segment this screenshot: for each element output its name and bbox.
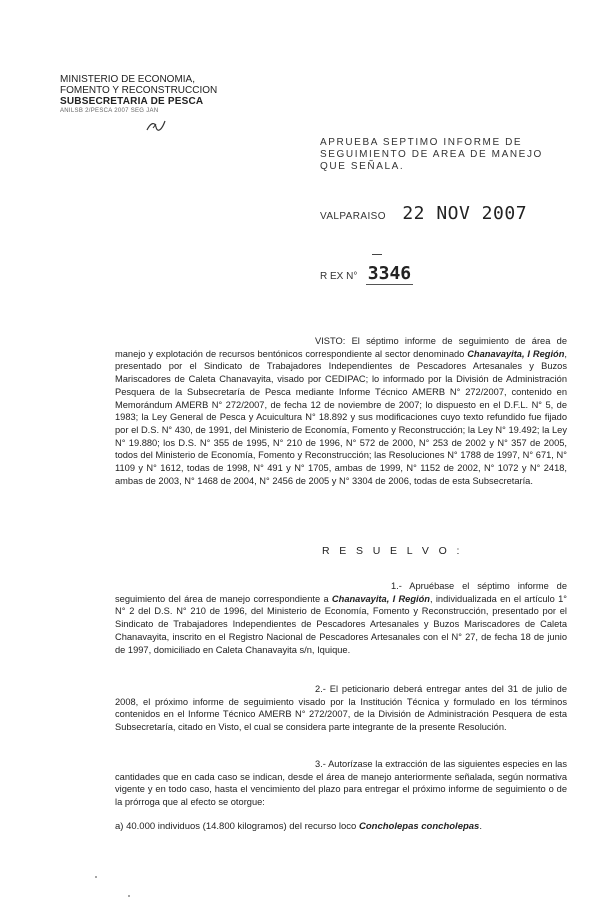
resolution-article-1 [115, 580, 567, 656]
dash-mark [372, 254, 382, 255]
initials-mark [145, 118, 167, 134]
subsecretaria-line: SUBSECRETARIA DE PESCA [60, 96, 204, 107]
visto-text-b: , presentado por el Sindicato de Trabajadores Independientes de Pescadores Artesanales y Buzos Mariscadores de Caleta Chanavayita, visado por CEDIPAC; lo informado por la División de Administración Pesquera de la Subsecretaría de Pesca mediante Informe Técnico AMERB N° 272/2007, contenido en Memorándum AMERB N° 272/2007, de fecha 12 de noviembre de 2007; lo dispuesto en el D.F.L. N° 5, de 1983; la Ley General de Pesca y Acuicultura N° 18.892 y sus modificaciones cuyo texto refundido fue fijado por el D.S. N° 430, de 1991, del Ministerio de Economía, Fomento y Reconstrucción; la Ley N° 19.492; la Ley N° 19.880; los D.S. N° 355 de 1995, N° 210 de 1996, N° 572 de 2000, N° 253 de 2002 y N° 357 de 2005, todos del Ministerio de Economía, Fomento y Reconstrucción; las Resoluciones N° 1788 de 1997, N° 671, N° 1109 y N° 1612, todas de 1998, N° 491 y N° 1705, ambas de 1999, N° 1152 de 2002, N° 1072 y N° 2418, ambas de 2003, N° 1468 de 2004, N° 2456 de 2005 y N° 3304 de 2006, todas de esta Subsecretaría. [115, 348, 567, 486]
resolution-number: 3346 [367, 263, 412, 284]
item-a-species: Concholepas concholepas [358, 821, 480, 832]
date-stamp: 22 NOV 2007 [402, 203, 528, 224]
resolution-article-3 [115, 758, 567, 809]
subject-block: APRUEBA SEPTIMO INFORME DE SEGUIMIENTO DE AREA DE MANEJO QUE SEÑALA. [320, 137, 543, 172]
scan-speck [128, 895, 130, 897]
resolution-article-2 [115, 683, 567, 734]
article-3-text: Autorízase la extracción de las siguientes especies en las cantidades que en cada caso se indican, desde el área de manejo anteriormente señalada, según normativa vigente y en todo caso, hasta el vencimiento del plazo para entregar el próximo informe de seguimiento o de la prórroga que al efecto se otorgue: [115, 759, 567, 808]
resolution-label: R EX N° [320, 271, 358, 282]
visto-text-a: El séptimo informe de seguimiento de área de manejo y explotación de recursos bentónicos correspondiente al sector denominado [115, 336, 567, 359]
article-1-text-a: Apruébase el séptimo informe de seguimiento del área de manejo correspondiente a [115, 581, 567, 604]
article-2-number: 2.- [315, 684, 326, 694]
place-date-line [320, 203, 527, 224]
visto-paragraph [115, 335, 567, 487]
reference-line: ANILSB 2/PESCA 2007 SEG JAN [60, 108, 159, 114]
list-item-a [115, 821, 482, 832]
article-2-text: El peticionario deberá entregar antes del 31 de julio de 2008, el próximo informe de seguimiento visado por la Institución Técnica y formulado en los términos contenidos en el Informe Técnico AMERB N° 272/2007, de la División de Administración Pesquera de esta Subsecretaría, citado en Visto, el cual se considera parte integrante de la presente Resolución. [115, 684, 567, 733]
scan-speck [95, 876, 97, 878]
resuelvo-heading: R E S U E L V O : [322, 545, 463, 557]
visto-label: VISTO: [315, 336, 346, 346]
resolution-number-line [320, 263, 413, 284]
visto-sector: Chanavayita, I Región [467, 348, 565, 359]
place-label: VALPARAISO [320, 211, 386, 222]
ministry-line-2: FOMENTO Y RECONSTRUCCION [60, 85, 218, 96]
ministry-line-1: MINISTERIO DE ECONOMIA, [60, 74, 196, 85]
article-1-sector: Chanavayita, I Región [331, 593, 430, 604]
item-a-text: 40.000 individuos (14.800 kilogramos) del recurso loco [123, 821, 359, 832]
ministry-header [60, 74, 235, 115]
item-a-label: a) [115, 821, 124, 832]
item-a-end: . [479, 821, 482, 832]
article-1-number: 1.- [391, 581, 402, 591]
article-3-number: 3.- [315, 759, 326, 769]
article-1-text-b: , individualizada en el artículo 1° N° 2 del D.S. N° 210 de 1996, del Ministerio de Economía, Fomento y Reconstrucción, presentado por el Sindicato de Trabajadores Independientes de Pescadores Artesanales y Buzos Mariscadores de Caleta Chanavayita, inscrito en el Registro Nacional de Pescadores Artesanales con el N° 27, de fecha 18 de junio de 1997, domiciliado en Caleta Chanavayita s/n, Iquique. [115, 593, 567, 655]
